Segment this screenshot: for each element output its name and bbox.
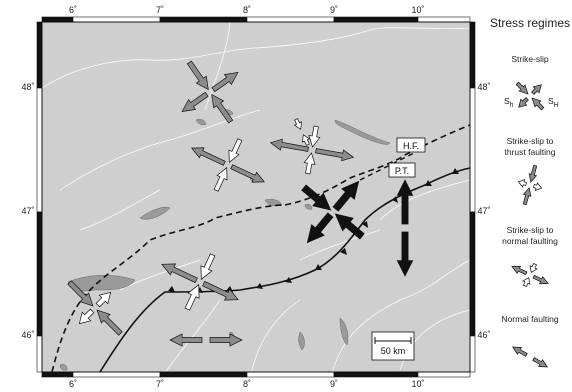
compression-arrow <box>532 98 544 110</box>
legend-label-strike-slip: Strike-slip <box>511 54 549 64</box>
legend-symbol-ss-normal <box>512 264 548 287</box>
x-tick-label: 8˚ <box>242 5 252 15</box>
legend-sh-label: $S_h$ <box>504 96 514 109</box>
svg-text:H.F.: H.F. <box>402 141 420 151</box>
extension-arrow <box>534 183 542 190</box>
x-axis-bottom <box>69 379 425 389</box>
legend-label-ss-normal-2: normal faulting <box>502 236 558 246</box>
x-tick-label: 9˚ <box>329 379 339 389</box>
stress-symbol <box>518 165 541 204</box>
x-tick-label: 6˚ <box>68 379 78 389</box>
legend <box>490 16 570 367</box>
extension-arrow <box>533 275 548 283</box>
compression-arrow <box>529 165 537 182</box>
svg-text:50 km: 50 km <box>380 346 406 356</box>
x-tick-label: 10˚ <box>411 379 425 389</box>
y-tick-label: 47˚ <box>477 206 491 216</box>
extension-arrow <box>533 358 548 367</box>
y-tick-label: 48˚ <box>21 82 35 92</box>
y-tick-label: 46˚ <box>477 330 491 340</box>
extension-arrow <box>519 98 529 108</box>
pt-label <box>389 163 415 177</box>
x-tick-label: 7˚ <box>155 379 165 389</box>
y-tick-label: 48˚ <box>477 82 491 92</box>
compression-arrow <box>523 188 531 205</box>
stress-symbol <box>513 347 548 367</box>
legend-label-ss-normal-1: Strike-slip to <box>506 225 554 235</box>
legend-sH-label: $S_H$ <box>548 96 559 109</box>
legend-label-normal: Normal faulting <box>501 314 559 324</box>
x-tick-label: 9˚ <box>329 5 339 15</box>
legend-label-ss-thrust-2: thrust faulting <box>504 147 556 157</box>
stress-symbol <box>512 264 548 287</box>
x-tick-label: 10˚ <box>411 5 425 15</box>
x-tick-label: 6˚ <box>68 5 78 15</box>
extension-arrow <box>512 266 527 274</box>
x-tick-label: 8˚ <box>242 379 252 389</box>
y-axis-left <box>21 82 34 340</box>
extension-arrow <box>518 180 526 187</box>
legend-title: Stress regimes <box>489 16 571 30</box>
y-tick-label: 47˚ <box>21 206 35 216</box>
compression-arrow <box>516 82 528 94</box>
hf-label <box>397 138 425 152</box>
x-axis-top <box>69 5 425 15</box>
extension-arrow <box>532 85 542 95</box>
stress-symbol <box>516 82 544 110</box>
legend-label-ss-thrust-1: Strike-slip to <box>506 136 554 146</box>
legend-symbol-normal <box>513 347 548 367</box>
legend-symbol-ss-thrust <box>518 165 541 204</box>
scale-bar <box>372 332 414 360</box>
legend-symbol-strike-slip <box>516 82 544 110</box>
compression-arrow <box>523 278 530 287</box>
compression-arrow <box>530 264 537 273</box>
y-tick-label: 46˚ <box>21 330 35 340</box>
y-axis-right <box>477 82 490 340</box>
extension-arrow <box>513 347 528 356</box>
x-tick-label: 7˚ <box>155 5 165 15</box>
svg-text:P.T.: P.T. <box>394 166 410 176</box>
